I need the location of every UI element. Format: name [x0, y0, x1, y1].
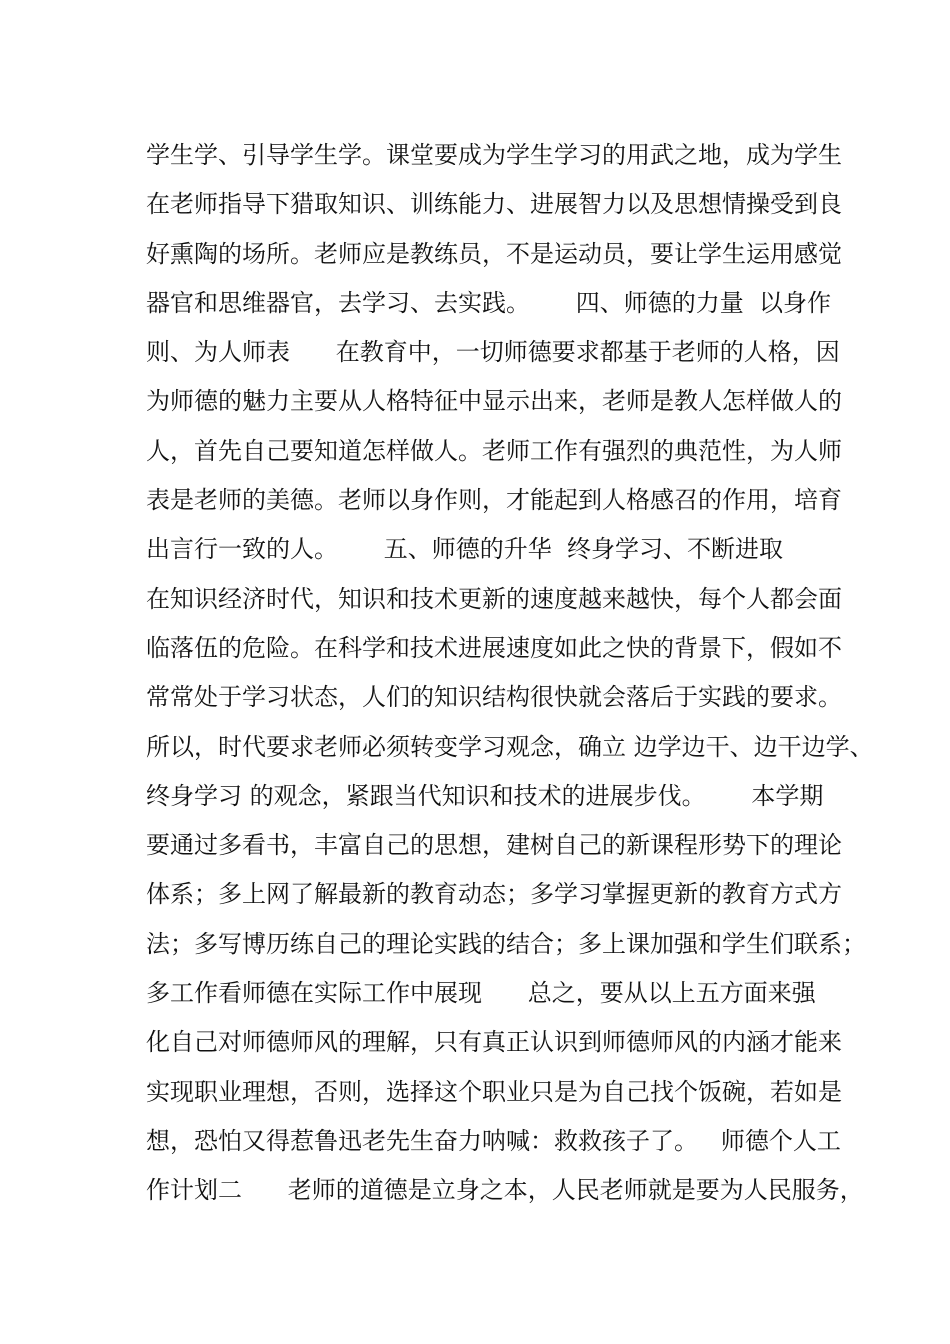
text-line: 则、为人师表 在教育中，一切师德要求都基于老师的人格，因 — [146, 338, 840, 367]
text-line: 体系；多上网了解最新的教育动态；多学习掌握更新的教育方式方 — [146, 880, 842, 909]
text-line: 要通过多看书，丰富自己的思想，建树自己的新课程形势下的理论 — [146, 831, 842, 860]
text-line: 出言行一致的人。 五、师德的升华 终身学习、不断进取 — [146, 535, 784, 564]
text-line: 好熏陶的场所。老师应是教练员，不是运动员，要让学生运用感觉 — [146, 239, 842, 268]
text-line: 多工作看师德在实际工作中展现 总之，要从以上五方面来强 — [146, 979, 816, 1008]
text-line: 常常处于学习状态，人们的知识结构很快就会落后于实践的要求。 — [146, 683, 842, 712]
body-text — [146, 131, 874, 1216]
text-line: 在老师指导下猎取知识、训练能力、进展智力以及思想情操受到良 — [146, 190, 842, 219]
text-line: 终身学习 的观念，紧跟当代知识和技术的进展步伐。 本学期 — [146, 781, 824, 810]
text-line: 在知识经济时代，知识和技术更新的速度越来越快，每个人都会面 — [146, 584, 842, 613]
text-line: 学生学、引导学生学。课堂要成为学生学习的用武之地，成为学生 — [146, 141, 842, 169]
text-line: 实现职业理想，否则，选择这个职业只是为自己找个饭碗，若如是 — [146, 1077, 842, 1106]
text-line: 器官和思维器官，去学习、去实践。 四、师德的力量 以身作 — [146, 288, 832, 317]
text-line: 法；多写博历练自己的理论实践的结合；多上课加强和学生们联系； — [146, 929, 866, 958]
text-line: 所以，时代要求老师必须转变学习观念，确立 边学边干、边干边学、 — [146, 732, 874, 761]
text-line: 化自己对师德师风的理解，只有真正认识到师德师风的内涵才能来 — [146, 1028, 842, 1057]
text-line: 人，首先自己要知道怎样做人。老师工作有强烈的典范性，为人师 — [146, 436, 842, 465]
text-line: 表是老师的美德。老师以身作则，才能起到人格感召的作用，培育 — [146, 486, 842, 515]
text-line: 作计划二 老师的道德是立身之本，人民老师就是要为人民服务， — [146, 1176, 864, 1205]
text-line: 为师德的魅力主要从人格特征中显示出来，老师是教人怎样做人的 — [146, 387, 842, 416]
text-line: 临落伍的危险。在科学和技术进展速度如此之快的背景下，假如不 — [146, 633, 842, 662]
text-line: 想，恐怕又得惹鲁迅老先生奋力呐喊：救救孩子了。 师德个人工 — [146, 1126, 841, 1155]
